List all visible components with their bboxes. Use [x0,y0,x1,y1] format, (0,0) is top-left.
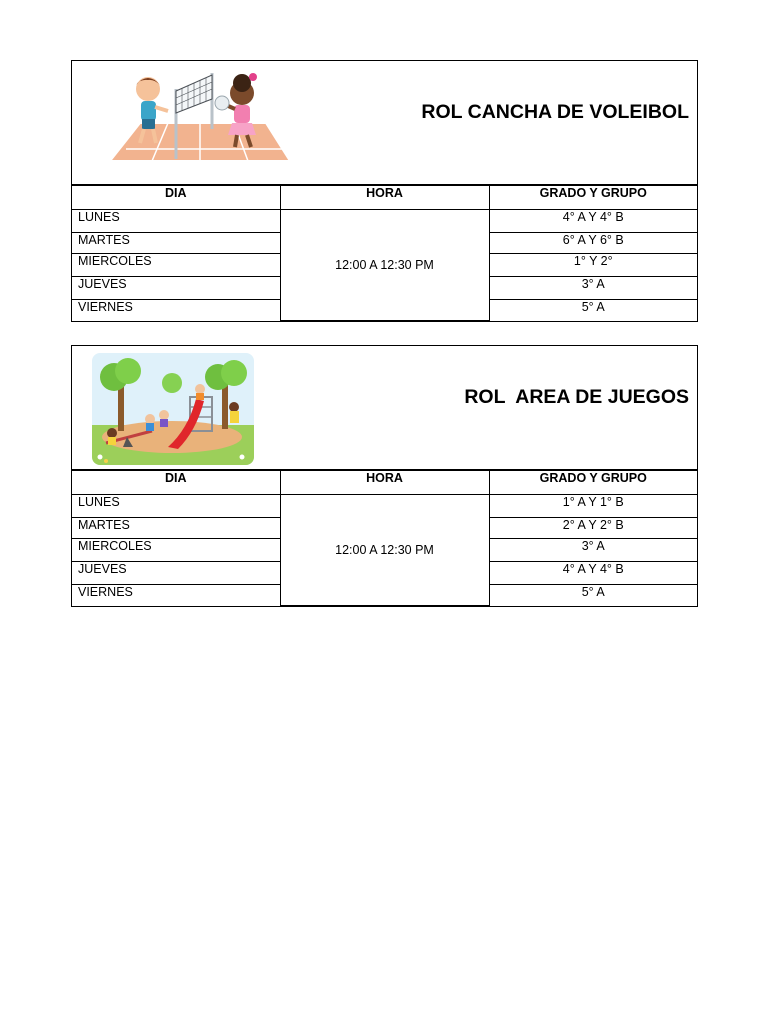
kids-playground-illustration [92,353,254,465]
day-cell: JUEVES [72,562,280,585]
schedule-table [72,470,697,606]
table-header-row [72,471,697,495]
schedule-header [72,346,697,470]
column-header-time: HORA [280,186,489,210]
group-cell: 3° A [489,277,697,300]
day-cell: JUEVES [72,277,280,300]
day-cell: MARTES [72,518,280,539]
group-cell: 2° A Y 2° B [489,518,697,539]
playground-schedule [71,345,698,607]
time-cell: 12:00 A 12:30 PM [280,210,489,321]
schedule-header [72,61,697,185]
volleyball-schedule [71,60,698,322]
day-cell: VIERNES [72,585,280,606]
column-header-day: DIA [72,471,280,495]
day-cell: VIERNES [72,300,280,321]
day-cell: MIERCOLES [72,254,280,277]
schedule-title: ROL CANCHA DE VOLEIBOL [421,101,689,123]
table-row [72,495,697,518]
column-header-day: DIA [72,186,280,210]
kids-playing-volleyball-illustration [88,67,294,165]
group-cell: 4° A Y 4° B [489,562,697,585]
group-cell: 5° A [489,300,697,321]
schedule-table [72,185,697,321]
schedule-title: ROL AREA DE JUEGOS [464,386,689,408]
column-header-group: GRADO Y GRUPO [489,186,697,210]
group-cell: 3° A [489,539,697,562]
group-cell: 1° A Y 1° B [489,495,697,518]
table-row [72,210,697,233]
group-cell: 4° A Y 4° B [489,210,697,233]
time-cell: 12:00 A 12:30 PM [280,495,489,606]
table-header-row [72,186,697,210]
column-header-time: HORA [280,471,489,495]
group-cell: 1° Y 2° [489,254,697,277]
column-header-group: GRADO Y GRUPO [489,471,697,495]
group-cell: 6° A Y 6° B [489,233,697,254]
group-cell: 5° A [489,585,697,606]
day-cell: MIERCOLES [72,539,280,562]
day-cell: LUNES [72,495,280,518]
day-cell: MARTES [72,233,280,254]
day-cell: LUNES [72,210,280,233]
